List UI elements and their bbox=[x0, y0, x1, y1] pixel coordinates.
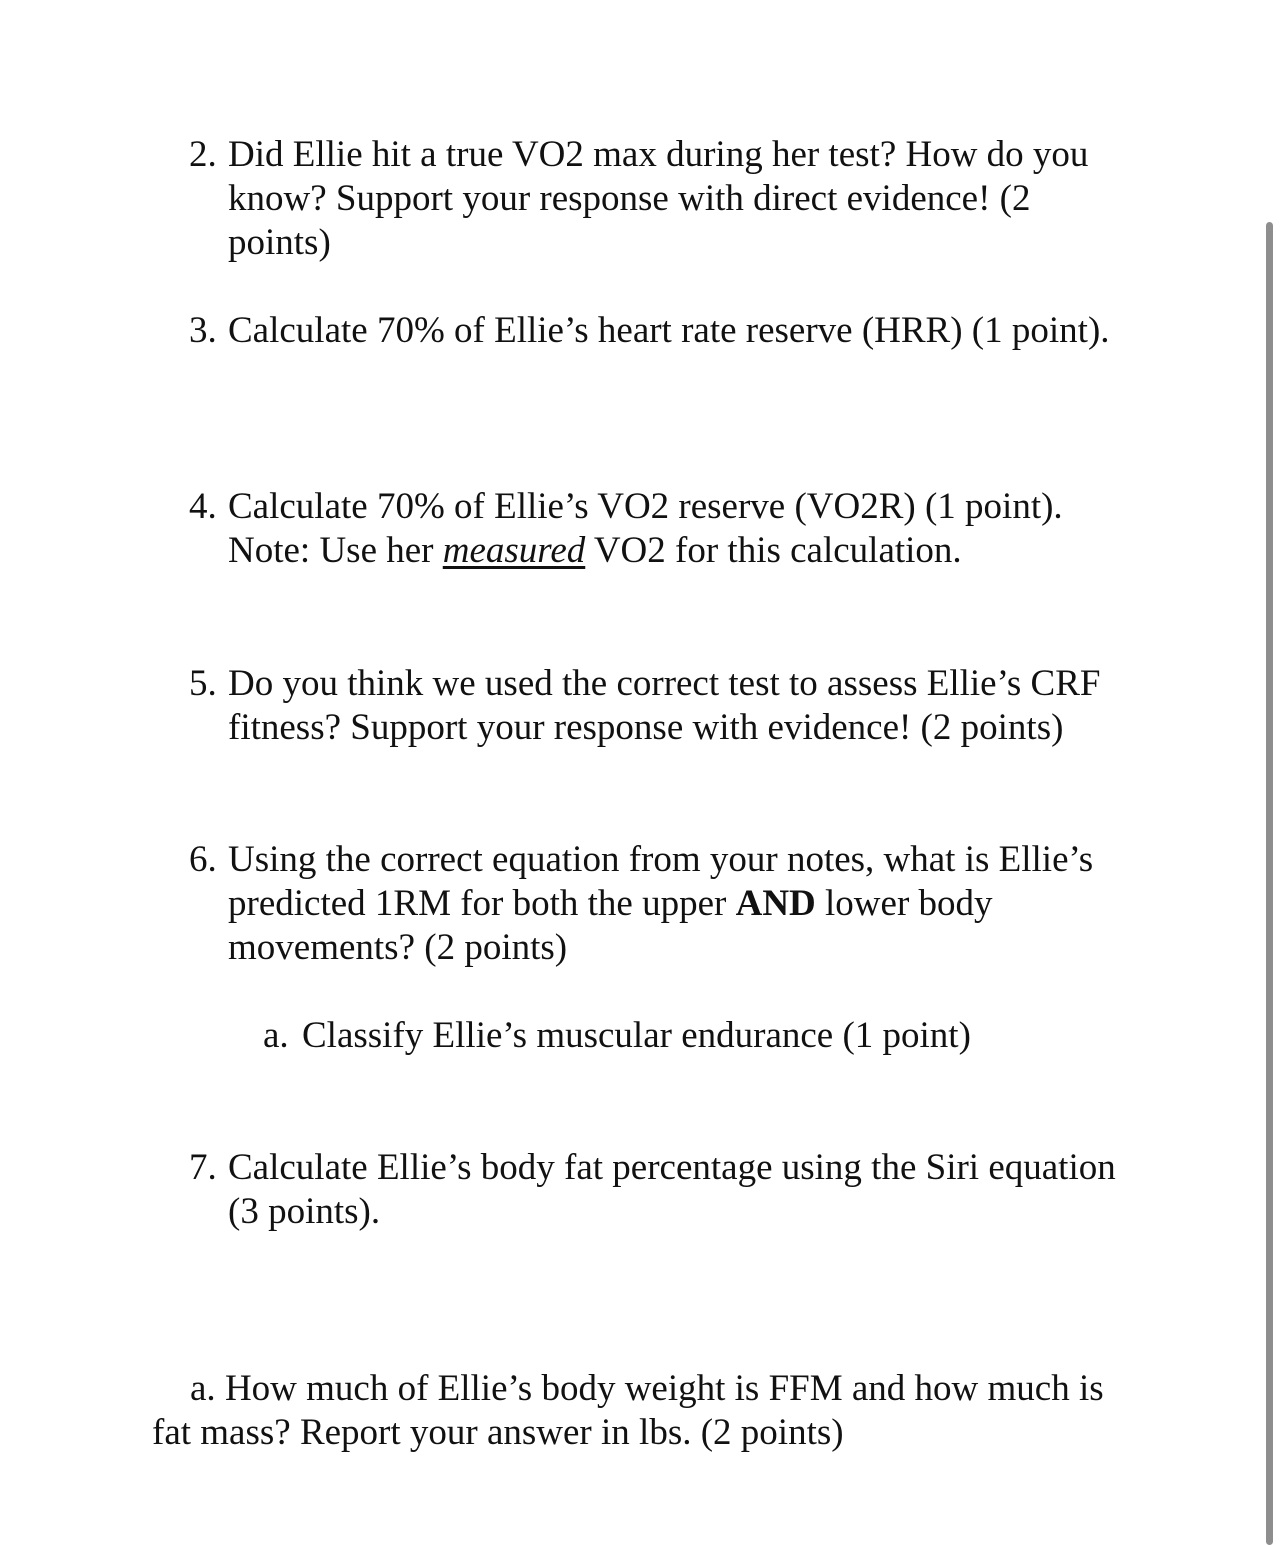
question-text: predicted 1RM for both the upper bbox=[228, 883, 736, 924]
subquestion-label: a. bbox=[263, 1015, 289, 1056]
question-7 bbox=[189, 1146, 1116, 1234]
subquestion-label: a. bbox=[190, 1368, 216, 1409]
question-text-line: points) bbox=[228, 222, 331, 263]
question-text-line bbox=[228, 882, 1093, 926]
question-number: 7. bbox=[189, 1147, 217, 1188]
question-text-line: Calculate Ellie’s body fat percentage using the Siri equation bbox=[228, 1147, 1116, 1188]
subquestion-first-line bbox=[152, 1367, 1104, 1411]
question-4 bbox=[189, 485, 1063, 573]
note-text: Note: Use her bbox=[228, 530, 443, 571]
emphasized-word: measured bbox=[442, 530, 586, 571]
question-number: 6. bbox=[189, 839, 217, 880]
subquestion-text: How much of Ellie’s body weight is FFM and how much is bbox=[224, 1368, 1104, 1409]
question-text-line: Do you think we used the correct test to assess Ellie’s CRF bbox=[228, 663, 1101, 704]
question-text-line: (3 points). bbox=[228, 1191, 381, 1232]
subquestion-text: Classify Ellie’s muscular endurance (1 point) bbox=[302, 1015, 971, 1056]
question-text: lower body bbox=[815, 883, 993, 924]
question-number: 5. bbox=[189, 663, 217, 704]
note-text: VO2 for this calculation. bbox=[585, 530, 962, 571]
question-text-line: fitness? Support your response with evidence! (2 points) bbox=[228, 707, 1064, 748]
question-text-line: Did Ellie hit a true VO2 max during her test? How do you bbox=[228, 134, 1089, 175]
question-5 bbox=[189, 662, 1101, 750]
subquestion-text-line: fat mass? Report your answer in lbs. (2 points) bbox=[152, 1412, 844, 1453]
question-text-line: know? Support your response with direct evidence! (2 bbox=[228, 178, 1031, 219]
question-6a bbox=[263, 1014, 971, 1058]
question-2 bbox=[189, 133, 1089, 265]
question-text-line: Calculate 70% of Ellie’s heart rate reserve (HRR) (1 point). bbox=[228, 310, 1110, 351]
bold-word: AND bbox=[735, 883, 816, 924]
question-7a bbox=[152, 1367, 1104, 1455]
question-text-line: movements? (2 points) bbox=[228, 927, 568, 968]
question-number: 2. bbox=[189, 134, 217, 175]
question-6 bbox=[189, 838, 1094, 970]
question-number: 4. bbox=[189, 486, 217, 527]
question-text-line: Using the correct equation from your notes, what is Ellie’s bbox=[228, 839, 1094, 880]
vertical-scrollbar[interactable] bbox=[1266, 222, 1273, 1545]
question-note-line bbox=[228, 529, 1063, 573]
question-number: 3. bbox=[189, 310, 217, 351]
question-3 bbox=[189, 309, 1110, 353]
question-text-line: Calculate 70% of Ellie’s VO2 reserve (VO2R) (1 point). bbox=[228, 486, 1063, 527]
